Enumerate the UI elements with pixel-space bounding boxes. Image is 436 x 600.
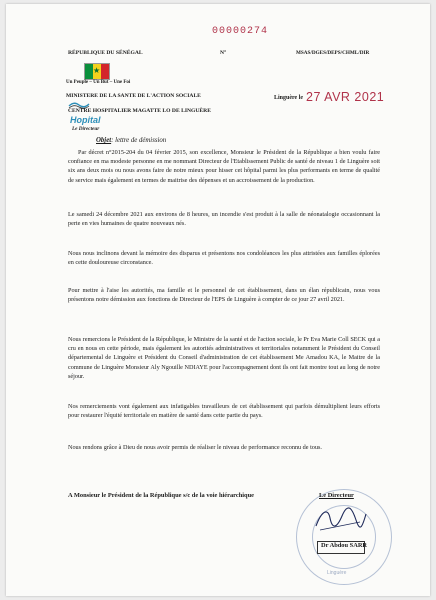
signatory-name: Dr Abdou SARR [321,542,368,549]
number-label: N° [220,50,227,56]
paragraph-fire: Le samedi 24 décembre 2021 aux environs de 8 heures, un incendie s'est produit à la salle de néonatalogie occasionnant la perte en vies humaines de quatre nouveaux nés. [68,211,380,228]
paragraph-thanks-workers: Nos remerciements vont également aux infatigables travailleurs de cet établissement qui parfois démultiplient leurs efforts pour restaurer l'équité territoriale en matière de santé dans cette partie du pays. [68,403,380,420]
paragraph-resignation: Pour mettre à l'aise les autorités, ma famille et le personnel de cet établissement, dans un élan républicain, nous vous présentons notre démission aux fonctions de Directeur de l'EPS de Linguère à compter de ce jour 27 avril 2021. [68,287,380,304]
letter-subject [96,137,166,144]
reference-code: MSAS/DGES/DEPS/CHML/DIR [296,50,370,56]
paragraph-thanks-authorities: Nous remercions le Président de la République, le Ministre de la santé et de l'action sociale, le Pr Eva Marie Coll SECK qui a cru en nous en cette période, mais également les autorités administratives et territoriales notamment le Président du Conseil départemental de Linguère et Président du Conseil d'administration de cet établissement Me Amadou KA, le Maitre de la commune de Linguère Monsieur Aly Ngouille NDIAYE pour l'accompagnement dont ils ont fait montre tout au long de notre séjour. [68,336,380,380]
handwritten-signature-icon [312,504,368,534]
directeur-heading: Le Directeur [72,126,100,132]
city-date-label: Linguère le [274,95,304,101]
date-stamp: 27 AVR 2021 [306,90,385,104]
paragraph-gratitude: Nous rendons grâce à Dieu de nous avoir permis de réaliser le niveau de performance reconnu de tous. [68,444,322,451]
hospital-name: CENTRE HOSPITALIER MAGATTE LO DE LINGUÈRE [68,108,211,114]
hopital-wordmark: Hopital [70,115,101,125]
reference-number-stamp: 00000274 [212,26,269,37]
paragraph-condolences: Nous nous inclinons devant la mémoire des disparus et présentons nos condoléances les plus attristées aux familles éplorées en cette douloureuse circonstance. [68,250,380,267]
subject-text: : lettre de démission [111,137,167,144]
republic-heading: RÉPUBLIQUE DU SÉNÉGAL [68,50,143,56]
seal-text: Linguère [327,570,347,576]
senegal-flag-icon: ★ [84,63,110,80]
ministry-name: MINISTERE DE LA SANTE DE L'ACTION SOCIALE [66,93,201,99]
subject-label: Objet [96,137,112,144]
recipient-line: A Monsieur le Président de la République s/c de la voie hiérarchique [68,492,254,499]
paragraph-appointment: Par décret n°2015-204 du 04 février 2015, son excellence, Monsieur le Président de la République a bien voulu faire confiance en ma modeste personne en me nommant Directeur de l'Etablissement Public de santé de niveau 1 de Linguère soit six ans deux mois ou nous avons faire de notre mieux pour hisser cet hôpital parmi les plus performants en terme de qualité de service mais également en termes de maitrise des dépenses et un accroissement de la production. [68,149,380,184]
letter-page [6,4,430,596]
signature-title: Le Directeur [319,492,354,499]
national-motto: Un Peuple – Un But – Une Foi [66,80,131,85]
